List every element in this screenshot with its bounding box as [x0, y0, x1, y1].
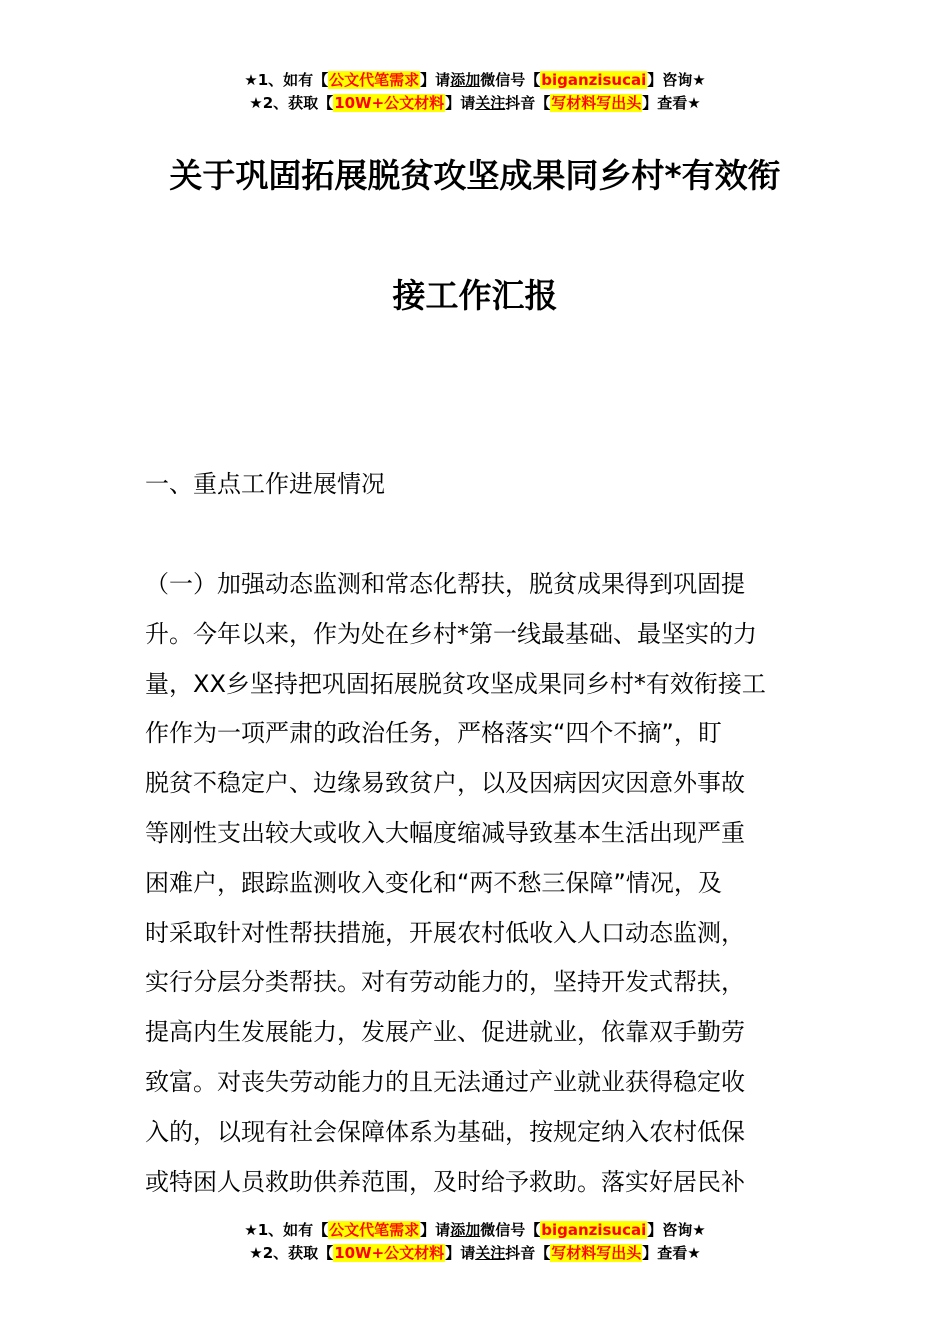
paragraph-line: 入的，以现有社会保障体系为基础，按规定纳入农村低保 — [145, 1117, 745, 1146]
paragraph-line: 或特困人员救助供养范围，及时给予救助。落实好居民补 — [145, 1167, 745, 1196]
promo-highlight: 10W+公文材料 — [334, 1244, 445, 1262]
body-paragraph — [145, 560, 815, 1207]
promo-highlight: 公文代笔需求 — [329, 71, 420, 89]
paragraph-line: 致富。对丧失劳动能力的且无法通过产业就业获得稳定收 — [145, 1067, 745, 1096]
paragraph-line: 作作为一项严肃的政治任务，严格落实“四个不摘”，盯 — [145, 719, 722, 748]
promo-line-2: ★2、获取【10W+公文材料】请关注抖音【写材料写出头】查看★ — [249, 94, 701, 112]
paragraph-line: 提高内生发展能力，发展产业、促进就业，依靠双手勤劳 — [145, 1018, 745, 1047]
promo-douyin-id: 写材料写出头 — [551, 94, 642, 112]
promo-wechat-id: biganzisucai — [541, 1221, 647, 1239]
promo-douyin-id: 写材料写出头 — [551, 1244, 642, 1262]
section-heading: 一、重点工作进展情况 — [145, 470, 385, 498]
paragraph-line: 实行分层分类帮扶。对有劳动能力的，坚持开发式帮扶， — [145, 968, 745, 997]
promo-line-2: ★2、获取【10W+公文材料】请关注抖音【写材料写出头】查看★ — [249, 1244, 701, 1262]
promo-header — [0, 69, 950, 115]
promo-highlight: 公文代笔需求 — [329, 1221, 420, 1239]
paragraph-line: （一）加强动态监测和常态化帮扶，脱贫成果得到巩固提 — [145, 570, 745, 598]
promo-line-1: ★1、如有【公文代笔需求】请添加微信号【biganzisucai】咨询★ — [244, 71, 706, 89]
document-title-line-2: 接工作汇报 — [392, 276, 558, 315]
document-title-line-1: 关于巩固拓展脱贫攻坚成果同乡村*有效衔 — [169, 156, 781, 195]
paragraph-line: 脱贫不稳定户、边缘易致贫户，以及因病因灾因意外事故 — [145, 769, 745, 798]
promo-highlight: 10W+公文材料 — [334, 94, 445, 112]
paragraph-line: 时采取针对性帮扶措施，开展农村低收入人口动态监测， — [145, 918, 745, 947]
promo-line-1: ★1、如有【公文代笔需求】请添加微信号【biganzisucai】咨询★ — [244, 1221, 706, 1239]
promo-wechat-id: biganzisucai — [541, 71, 647, 89]
paragraph-line: 量，XX乡坚持把巩固拓展脱贫攻坚成果同乡村*有效衔接工 — [145, 669, 766, 698]
promo-footer — [0, 1219, 950, 1265]
paragraph-line: 困难户，跟踪监测收入变化和“两不愁三保障”情况，及 — [145, 868, 722, 897]
paragraph-line: 升。今年以来，作为处在乡村*第一线最基础、最坚实的力 — [145, 619, 757, 648]
paragraph-line: 等刚性支出较大或收入大幅度缩减导致基本生活出现严重 — [145, 818, 745, 847]
